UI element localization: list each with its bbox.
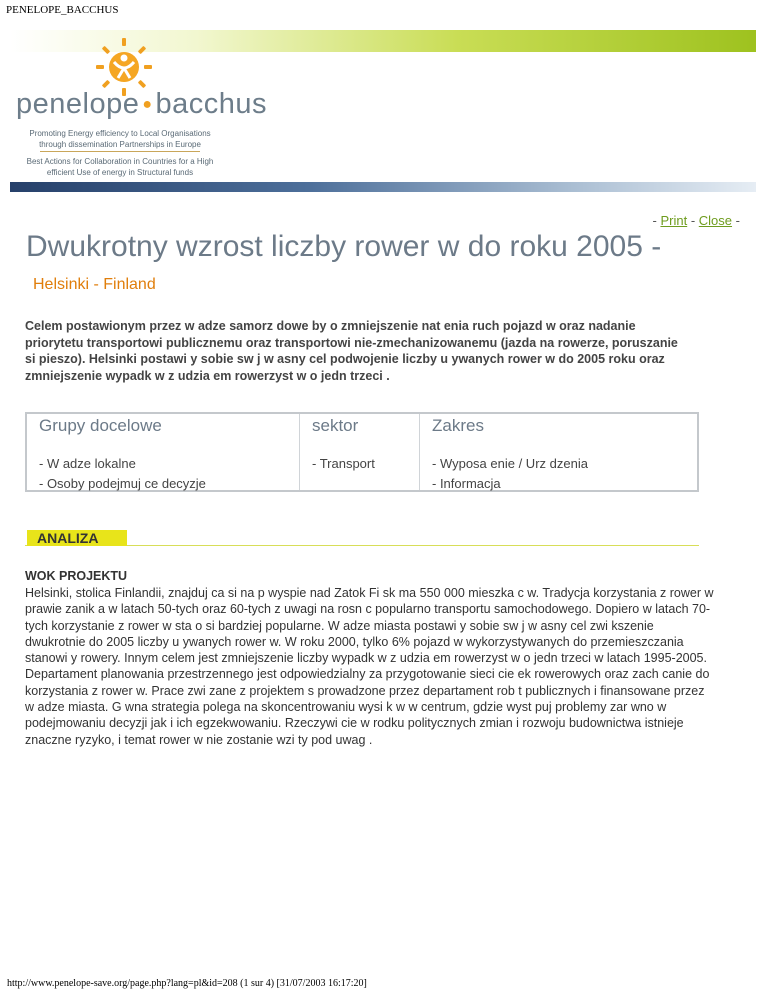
header-blue-bar	[10, 182, 756, 192]
analysis-section-header	[25, 530, 699, 550]
section-body: Helsinki, stolica Finlandii, znajduj ca si na p wyspie nad Zatok Fi sk ma 550 000 mieszka c w. Tradycja korzystania z rower w prawie zanik a w latach 50-tych oraz 60-tych z uwagi na rosn c popularno transportu samochodowego. Dopiero w latach 70-tych korzystanie z rower w sta o si bardziej popularne. W adze miasta postawi y sobie sw j w asny cel zwi kszenie dwukrotnie do 2005 liczby u ywanych rower w. W roku 2000, tylko 6% pojazd w wykorzystywanych do przemieszczania stanowi y rowery. Innym celem jest zmniejszenie liczby wypadk w z udzia em rowerzyst w o jedn trzeci w latach 1995-2005. Departament planowania przestrzennego jest odpowiedzialny za przygotowanie sieci cie ek rowerowych oraz zach canie do korzystania z rower w. Prace zwi zane z projektem s prowadzone przez departament rob t publicznych i finansowane przez w adze miasta. G wna strategia polega na skoncentrowaniu wysi k w w centrum, gdzie wyst puj problemy zar wno w podejmowaniu decyzji jak i ich egzekwowaniu. Rzeczywi cie w rodku politycznych zmian i rozwoju budownictwa istnieje znaczne ryzyko, i temat rower w nie zostanie wzi ty pod uwag .	[25, 586, 714, 747]
table-column-scope	[419, 414, 698, 490]
print-close-links	[652, 213, 740, 228]
section-subheading: WOK PROJEKTU	[25, 569, 128, 583]
brand-tagline-1: Promoting Energy efficiency to Local Organisations through dissemination Partnerships in Europe	[29, 129, 211, 149]
column-item: - Informacja	[432, 476, 501, 491]
table-column-target-groups	[27, 414, 299, 490]
brand-dot-icon: ●	[142, 96, 153, 113]
info-table	[25, 412, 699, 492]
site-header	[10, 30, 756, 190]
column-item: - Transport	[312, 456, 375, 471]
page-footer-url: http://www.penelope-save.org/page.php?lang=pl&id=208 (1 sur 4) [31/07/2003 16:17:20]	[7, 978, 367, 989]
print-link[interactable]: Print	[660, 213, 688, 228]
column-header: sektor	[312, 416, 359, 435]
link-separator: -	[652, 213, 657, 228]
column-item: - Osoby podejmuj ce decyzje	[39, 476, 206, 491]
column-header: Zakres	[432, 416, 484, 435]
link-separator: -	[735, 213, 740, 228]
intro-paragraph: Celem postawionym przez w adze samorz dowe by o zmniejszenie nat enia ruch pojazd w oraz nadanie priorytetu transportowi publicznemu oraz transportowi nie-zmechanizowanemu (jazda na rowerze, poruszanie si pieszo). Helsinki postawi y sobie sw j w asny cel podwojenie liczby u ywanych rower w do 2005 roku oraz zmniejszenie wypadk w z udzia em rowerzyst w o jedn trzeci .	[25, 319, 678, 383]
link-separator: -	[690, 213, 696, 228]
brand-name-right: bacchus	[155, 88, 268, 120]
brand-tagline-2: Best Actions for Collaboration in Countries for a High efficient Use of energy in Structural funds	[26, 157, 214, 177]
page-top-label: PENELOPE_BACCHUS	[6, 4, 119, 16]
tagline-divider	[40, 151, 200, 152]
table-column-sector	[299, 414, 420, 490]
brand-wordmark	[16, 88, 267, 121]
column-item: - W adze lokalne	[39, 456, 136, 471]
close-link[interactable]: Close	[698, 213, 733, 228]
brand-name-left: penelope	[16, 88, 140, 120]
page-title: Dwukrotny wzrost liczby rower w do roku 2005 -	[26, 230, 662, 263]
column-item: - Wyposa enie / Urz dzenia	[432, 456, 588, 471]
section-label: ANALIZA	[27, 530, 127, 546]
location-subtitle: Helsinki - Finland	[33, 276, 156, 293]
column-header: Grupy docelowe	[39, 416, 162, 435]
